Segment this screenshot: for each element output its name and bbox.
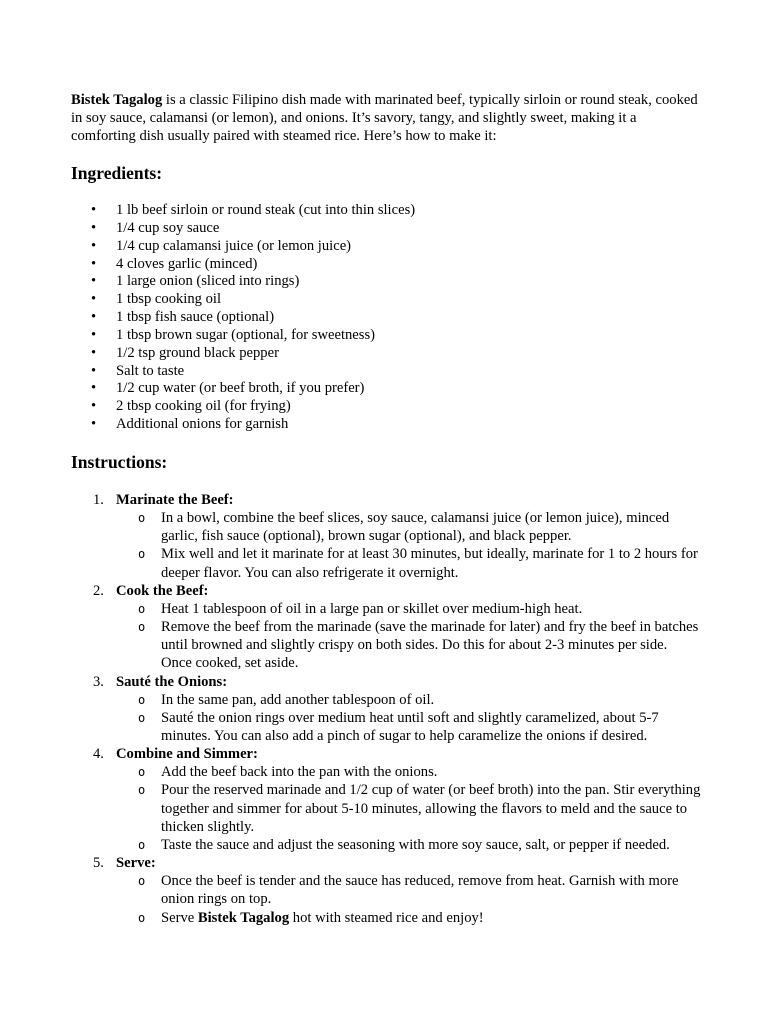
ingredient-text: 1 large onion (sliced into rings) bbox=[116, 273, 300, 290]
circle-bullet-icon: o bbox=[138, 765, 146, 780]
ingredient-item bbox=[71, 345, 701, 363]
ingredient-item bbox=[71, 398, 701, 416]
substep-text: Once the beef is tender and the sauce has reduced, remove from heat. Garnish with more onion rings on top. bbox=[161, 873, 679, 908]
bullet-icon: • bbox=[91, 219, 97, 236]
step-title: Cook the Beef: bbox=[116, 582, 209, 599]
bullet-icon: • bbox=[91, 344, 97, 361]
ingredient-item bbox=[71, 380, 701, 398]
instruction-step bbox=[71, 745, 701, 854]
substep-list bbox=[116, 872, 701, 927]
substep-item bbox=[116, 781, 701, 836]
substep-item bbox=[116, 763, 701, 781]
instruction-step bbox=[71, 673, 701, 746]
substep-list bbox=[116, 600, 701, 673]
ingredient-text: Additional onions for garnish bbox=[116, 416, 289, 433]
substep-item bbox=[116, 909, 701, 927]
step-number: 5. bbox=[93, 855, 104, 872]
substep-item bbox=[116, 836, 701, 854]
circle-bullet-icon: o bbox=[138, 692, 146, 707]
ingredient-item bbox=[71, 273, 701, 291]
ingredients-heading: Ingredients: bbox=[71, 163, 163, 183]
substep-item bbox=[116, 618, 701, 673]
ingredient-text: 2 tbsp cooking oil (for frying) bbox=[116, 398, 291, 415]
ingredient-item bbox=[71, 363, 701, 381]
substep-text: In a bowl, combine the beef slices, soy sauce, calamansi juice (or lemon juice), minced garlic, fish sauce (optional), brown sugar (optional), and black pepper. bbox=[161, 509, 670, 545]
ingredient-text: 1/4 cup calamansi juice (or lemon juice) bbox=[116, 237, 352, 254]
ingredient-item bbox=[71, 291, 701, 309]
step-number: 1. bbox=[93, 491, 104, 508]
instruction-step bbox=[71, 854, 701, 927]
bullet-icon: • bbox=[91, 291, 97, 308]
substep-list bbox=[116, 691, 701, 746]
step-number: 4. bbox=[93, 746, 104, 763]
circle-bullet-icon: o bbox=[138, 910, 146, 925]
substep-item bbox=[116, 545, 701, 581]
substep-item bbox=[116, 600, 701, 618]
ingredient-text: 1 lb beef sirloin or round steak (cut into thin slices) bbox=[116, 202, 416, 218]
substep-text: Heat 1 tablespoon of oil in a large pan or skillet over medium-high heat. bbox=[161, 600, 583, 617]
ingredient-text: 4 cloves garlic (minced) bbox=[116, 255, 258, 272]
substep-text: Add the beef back into the pan with the onions. bbox=[161, 764, 438, 781]
intro-dish-name: Bistek Tagalog bbox=[71, 92, 163, 108]
ingredient-text: 1/2 tsp ground black pepper bbox=[116, 344, 279, 361]
intro-paragraph bbox=[71, 91, 701, 145]
instructions-heading: Instructions: bbox=[71, 451, 168, 472]
step-number: 3. bbox=[93, 673, 104, 690]
step-title: Serve: bbox=[116, 855, 156, 872]
step-title: Marinate the Beef: bbox=[116, 491, 234, 508]
ingredients-list bbox=[71, 202, 701, 434]
substep-text: Pour the reserved marinade and 1/2 cup of water (or beef broth) into the pan. Stir everything together and simmer for about 5-10 minutes, allowing the flavors to meld and the sauce to thicken slightly. bbox=[161, 782, 701, 835]
bullet-icon: • bbox=[91, 398, 97, 415]
document-page bbox=[71, 91, 701, 927]
circle-bullet-icon: o bbox=[138, 601, 146, 616]
circle-bullet-icon: o bbox=[138, 710, 146, 725]
substep-text-before: Serve bbox=[161, 909, 198, 926]
ingredient-item bbox=[71, 256, 701, 274]
substep-item bbox=[116, 691, 701, 709]
instruction-step bbox=[71, 491, 701, 582]
instructions-list bbox=[71, 491, 701, 927]
substep-list bbox=[116, 763, 701, 854]
ingredient-text: 1 tbsp fish sauce (optional) bbox=[116, 309, 275, 326]
bullet-icon: • bbox=[91, 309, 97, 326]
circle-bullet-icon: o bbox=[138, 838, 146, 853]
bullet-icon: • bbox=[91, 326, 97, 343]
bullet-icon: • bbox=[91, 202, 97, 218]
bullet-icon: • bbox=[91, 273, 97, 290]
ingredient-text: 1/2 cup water (or beef broth, if you prefer) bbox=[116, 380, 365, 397]
substep-text: Taste the sauce and adjust the seasoning with more soy sauce, salt, or pepper if needed. bbox=[161, 837, 670, 854]
ingredient-text: 1 tbsp cooking oil bbox=[116, 291, 221, 308]
circle-bullet-icon: o bbox=[138, 619, 146, 634]
ingredient-text: 1/4 cup soy sauce bbox=[116, 219, 220, 236]
circle-bullet-icon: o bbox=[138, 783, 146, 798]
substep-item bbox=[116, 709, 701, 745]
ingredient-text: Salt to taste bbox=[116, 362, 185, 379]
bullet-icon: • bbox=[91, 416, 97, 433]
substep-text-after: hot with steamed rice and enjoy! bbox=[289, 909, 484, 926]
ingredient-item bbox=[71, 220, 701, 238]
ingredient-item bbox=[71, 416, 701, 434]
intro-text: is a classic Filipino dish made with marinated beef, typically sirloin or round steak, cooked in soy sauce, calamansi (or lemon), and onions. It’s savory, tangy, and slightly sweet, making it a comforting dish usually paired with steamed rice. Here’s how to make it: bbox=[71, 92, 698, 144]
bullet-icon: • bbox=[91, 255, 97, 272]
substep-item bbox=[116, 509, 701, 545]
bullet-icon: • bbox=[91, 362, 97, 379]
bullet-icon: • bbox=[91, 237, 97, 254]
ingredient-text: 1 tbsp brown sugar (optional, for sweetness) bbox=[116, 326, 375, 343]
circle-bullet-icon: o bbox=[138, 874, 146, 889]
circle-bullet-icon: o bbox=[138, 510, 146, 525]
step-title: Sauté the Onions: bbox=[116, 673, 228, 690]
step-title: Combine and Simmer: bbox=[116, 746, 258, 763]
ingredient-item bbox=[71, 327, 701, 345]
step-number: 2. bbox=[93, 582, 104, 599]
substep-text: Mix well and let it marinate for at least 30 minutes, but ideally, marinate for 1 to 2 hours for deeper flavor. You can also refrigerate it overnight. bbox=[161, 546, 698, 581]
substep-item bbox=[116, 872, 701, 908]
ingredient-item bbox=[71, 309, 701, 327]
substep-text: In the same pan, add another tablespoon of oil. bbox=[161, 691, 435, 708]
substep-dish-name: Bistek Tagalog bbox=[197, 909, 290, 926]
circle-bullet-icon: o bbox=[138, 547, 146, 562]
ingredient-item bbox=[71, 202, 701, 220]
bullet-icon: • bbox=[91, 380, 97, 397]
substep-list bbox=[116, 509, 701, 582]
substep-text: Sauté the onion rings over medium heat until soft and slightly caramelized, about 5-7 minutes. You can also add a pinch of sugar to help caramelize the onions if desired. bbox=[161, 709, 659, 744]
substep-text: Remove the beef from the marinade (save the marinade for later) and fry the beef in batches until browned and slightly crispy on both sides. Do this for about 2-3 minutes per side. Once cooked, set aside. bbox=[161, 618, 699, 672]
instruction-step bbox=[71, 582, 701, 673]
ingredient-item bbox=[71, 238, 701, 256]
